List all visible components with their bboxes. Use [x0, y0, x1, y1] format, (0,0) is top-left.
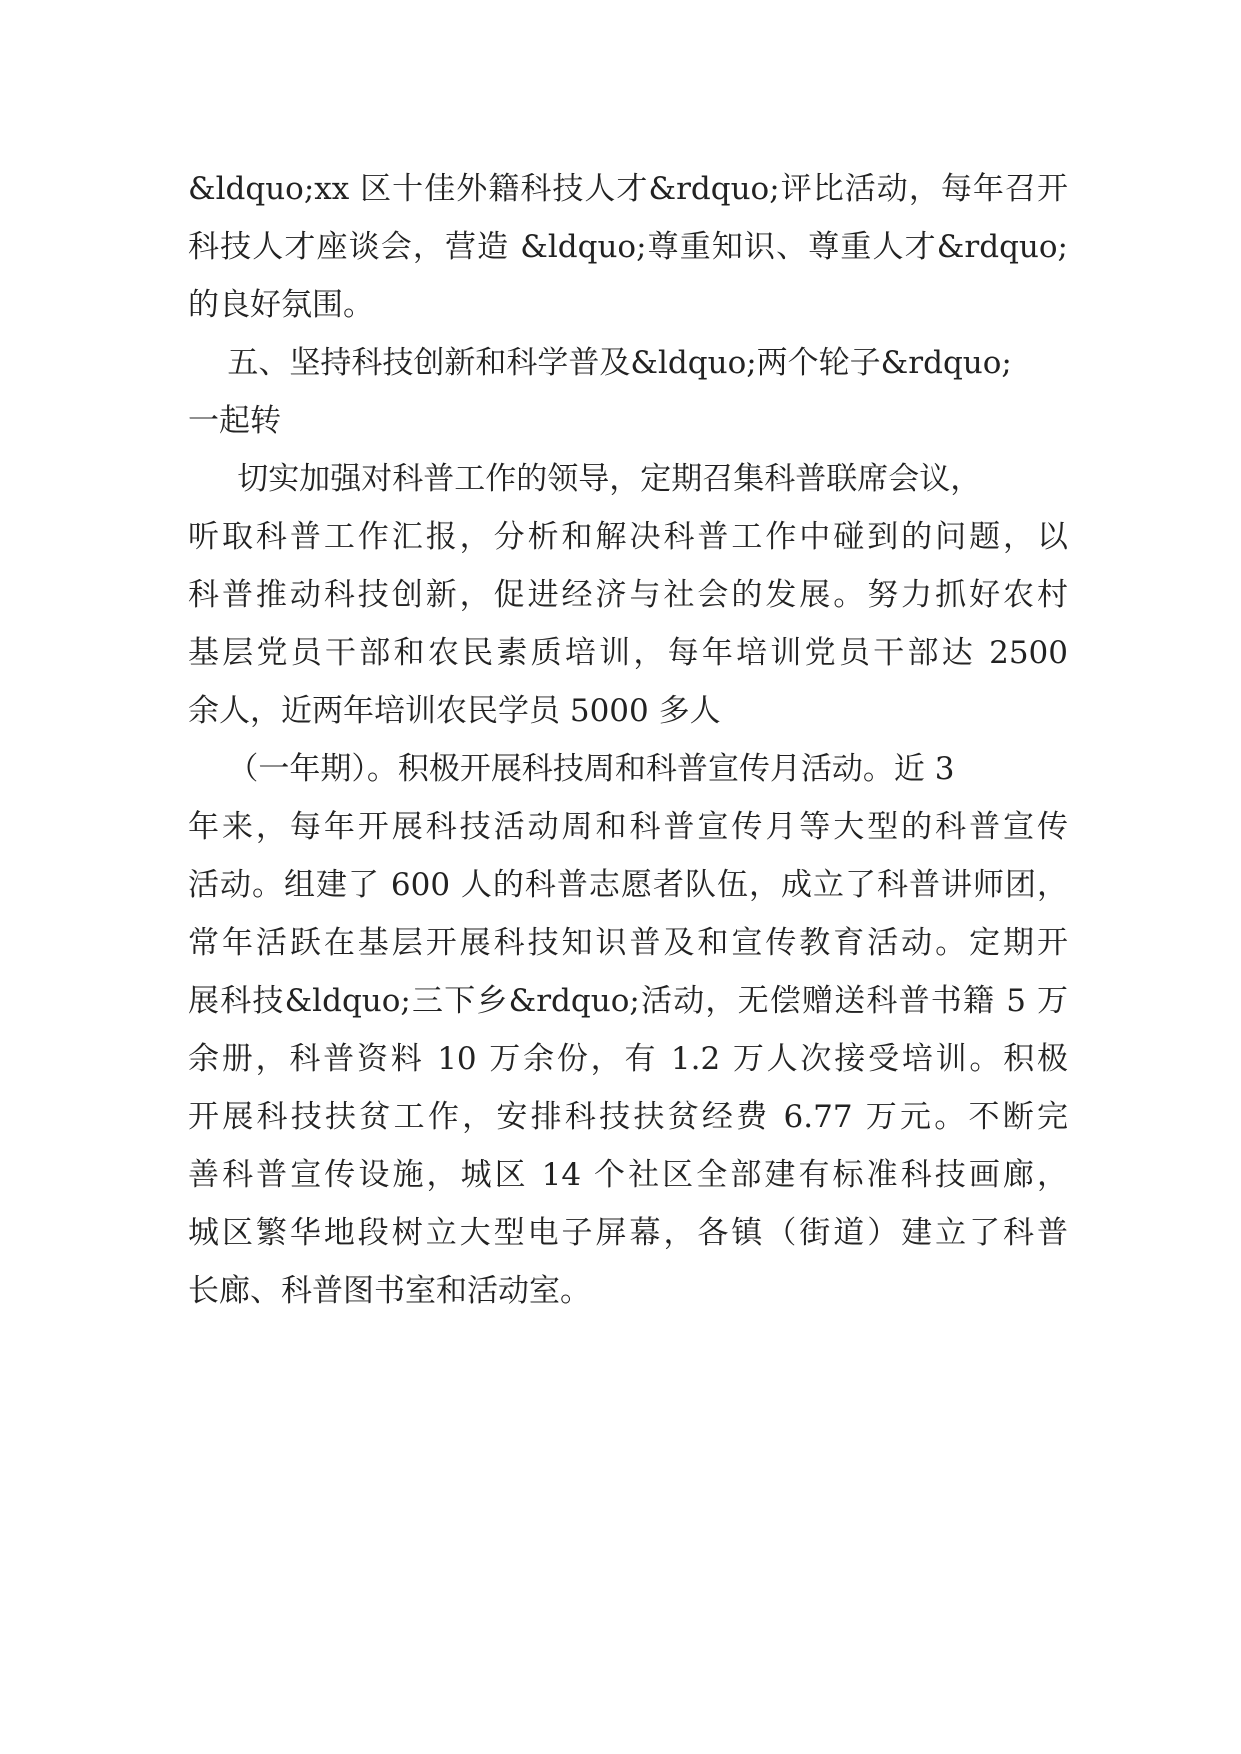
- text-line: 开展科技扶贫工作，安排科技扶贫经费 6.77 万元。不断完: [188, 1099, 1068, 1135]
- text-line: 余人，近两年培训农民学员 5000 多人: [188, 693, 721, 729]
- document-body: [188, 160, 1068, 1320]
- text-line: 展科技&ldquo;三下乡&rdquo;活动，无偿赠送科普书籍 5 万: [188, 983, 1068, 1019]
- section-heading: 五、坚持科技创新和科学普及&ldquo;两个轮子&rdquo;: [188, 345, 1012, 381]
- text-line: 切实加强对科普工作的领导，定期召集科普联席会议，: [188, 461, 982, 497]
- text-line: 科普推动科技创新，促进经济与社会的发展。努力抓好农村: [188, 577, 1068, 613]
- text-line: 的良好氛围。: [188, 287, 374, 323]
- text-line: 听取科普工作汇报，分析和解决科普工作中碰到的问题，以: [188, 519, 1068, 555]
- text-line: &ldquo;xx 区十佳外籍科技人才&rdquo;评比活动，每年召开: [188, 171, 1068, 207]
- text-line: 科技人才座谈会，营造 &ldquo;尊重知识、尊重人才&rdquo;: [188, 229, 1068, 265]
- text-line: 长廊、科普图书室和活动室。: [188, 1273, 591, 1309]
- text-line: 年来，每年开展科技活动周和科普宣传月等大型的科普宣传: [188, 809, 1068, 845]
- section-heading-continuation: 一起转: [188, 403, 281, 439]
- text-line: 基层党员干部和农民素质培训，每年培训党员干部达 2500: [188, 635, 1068, 671]
- text-line: 善科普宣传设施，城区 14 个社区全部建有标准科技画廊，: [188, 1157, 1068, 1193]
- text-line: （一年期）。积极开展科技周和科普宣传月活动。近 3: [188, 751, 955, 787]
- text-line: 余册，科普资料 10 万余份，有 1.2 万人次接受培训。积极: [188, 1041, 1068, 1077]
- text-line: 城区繁华地段树立大型电子屏幕，各镇（街道）建立了科普: [188, 1215, 1068, 1251]
- text-line: 活动。组建了 600 人的科普志愿者队伍，成立了科普讲师团，: [188, 867, 1068, 903]
- text-line: 常年活跃在基层开展科技知识普及和宣传教育活动。定期开: [188, 925, 1068, 961]
